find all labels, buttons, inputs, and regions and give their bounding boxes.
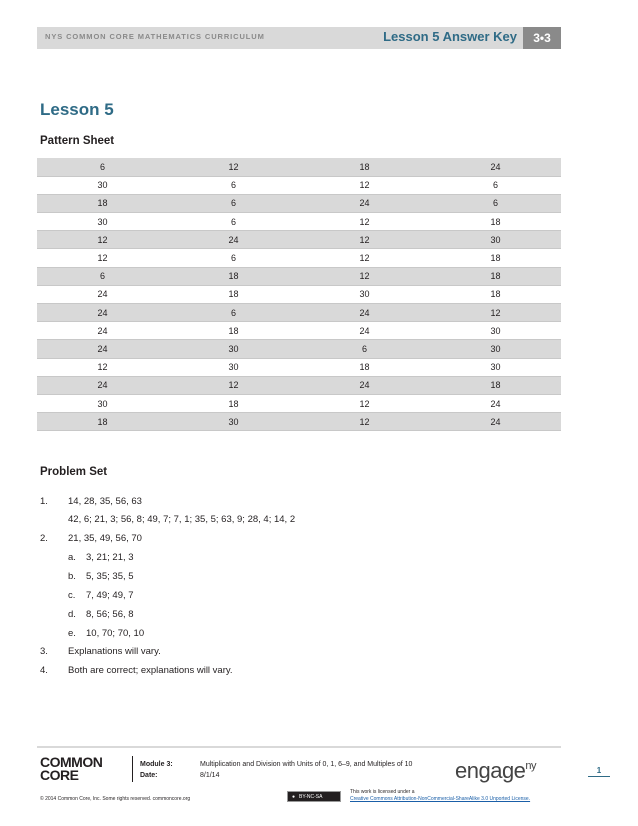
logo-line: COMMON: [40, 754, 103, 770]
table-cell: 12: [299, 176, 430, 194]
table-row: [37, 394, 561, 412]
table-cell: 12: [37, 358, 168, 376]
footer-labels: [140, 759, 173, 781]
table-cell: 24: [430, 158, 561, 176]
grade-badge: 3•3: [523, 27, 561, 49]
table-cell: 12: [299, 249, 430, 267]
sub-letter: e.: [68, 628, 76, 639]
table-cell: 6: [37, 267, 168, 285]
sub-answer: 8, 56; 56, 8: [86, 609, 134, 620]
module-value: Multiplication and Division with Units of 0, 1, 6–9, and Multiples of 10: [200, 761, 413, 768]
table-cell: 30: [299, 285, 430, 303]
table-cell: 18: [168, 267, 299, 285]
cc-license-badge[interactable]: [287, 791, 341, 802]
footer-divider-line: [37, 746, 561, 748]
table-cell: 6: [430, 194, 561, 212]
table-cell: 24: [299, 304, 430, 322]
cc-badge-text: BY-NC-SA: [299, 793, 323, 800]
table-cell: 12: [299, 413, 430, 431]
table-cell: 6: [37, 158, 168, 176]
sub-answer: 7, 49; 49, 7: [86, 590, 134, 601]
problem-answer: 14, 28, 35, 56, 63: [68, 496, 142, 507]
table-cell: 12: [299, 231, 430, 249]
table-cell: 30: [168, 413, 299, 431]
table-cell: 30: [430, 231, 561, 249]
table-cell: 24: [37, 285, 168, 303]
table-cell: 24: [37, 304, 168, 322]
page-number: 1: [588, 766, 610, 777]
footer-vertical-divider: [132, 756, 133, 782]
footer-values: [200, 759, 412, 781]
table-cell: 12: [168, 376, 299, 394]
sub-answer: 5, 35; 35, 5: [86, 571, 134, 582]
table-cell: 24: [37, 322, 168, 340]
table-cell: 18: [430, 376, 561, 394]
logo-line: CORE: [40, 767, 79, 783]
table-row: [37, 194, 561, 212]
lesson-title: Lesson 5: [40, 100, 114, 119]
table-cell: 18: [168, 394, 299, 412]
table-cell: 12: [37, 249, 168, 267]
table-cell: 30: [37, 213, 168, 231]
table-cell: 18: [430, 249, 561, 267]
problem-set-title: Problem Set: [40, 466, 108, 478]
common-core-logo: [40, 756, 120, 782]
table-cell: 6: [168, 213, 299, 231]
table-cell: 30: [430, 340, 561, 358]
pattern-sheet-title: Pattern Sheet: [40, 135, 115, 147]
table-row: [37, 267, 561, 285]
sub-answer: 3, 21; 21, 3: [86, 552, 134, 563]
curriculum-label: NYS COMMON CORE MATHEMATICS CURRICULUM: [45, 32, 265, 41]
table-cell: 18: [168, 285, 299, 303]
table-cell: 18: [299, 358, 430, 376]
date-label: Date:: [140, 772, 158, 779]
table-cell: 18: [430, 285, 561, 303]
problem-number: 4.: [40, 665, 48, 676]
table-cell: 6: [168, 249, 299, 267]
sub-letter: a.: [68, 552, 76, 563]
table-row: [37, 304, 561, 322]
engage-text: engage: [455, 758, 526, 783]
cc-icon: ●: [291, 793, 296, 800]
answer-key-title: Lesson 5 Answer Key: [383, 29, 517, 44]
table-cell: 18: [37, 413, 168, 431]
table-cell: 30: [168, 358, 299, 376]
table-row: [37, 322, 561, 340]
module-label: Module 3:: [140, 761, 173, 768]
sub-letter: b.: [68, 571, 76, 582]
table-cell: 24: [37, 376, 168, 394]
table-cell: 12: [299, 394, 430, 412]
table-cell: 6: [430, 176, 561, 194]
license-link[interactable]: Creative Commons Attribution-NonCommercial-ShareAlike 3.0 Unported License.: [350, 796, 531, 802]
table-cell: 24: [430, 413, 561, 431]
table-cell: 24: [168, 231, 299, 249]
table-cell: 12: [299, 213, 430, 231]
problem-number: 2.: [40, 533, 48, 544]
table-cell: 6: [168, 194, 299, 212]
table-cell: 6: [168, 176, 299, 194]
sub-letter: d.: [68, 609, 76, 620]
date-value: 8/1/14: [200, 772, 220, 779]
sub-letter: c.: [68, 590, 76, 601]
table-row: [37, 340, 561, 358]
table-row: [37, 249, 561, 267]
table-cell: 30: [37, 394, 168, 412]
pattern-table: [37, 158, 561, 431]
table-row: [37, 176, 561, 194]
table-row: [37, 285, 561, 303]
table-row: [37, 213, 561, 231]
table-row: [37, 358, 561, 376]
table-row: [37, 413, 561, 431]
license-text: This work is licensed under a: [350, 789, 415, 795]
sub-answer: 10, 70; 70, 10: [86, 628, 145, 639]
table-cell: 30: [168, 340, 299, 358]
table-cell: 24: [430, 394, 561, 412]
table-cell: 6: [168, 304, 299, 322]
table-cell: 18: [37, 194, 168, 212]
problem-number: 1.: [40, 496, 48, 507]
table-cell: 18: [168, 322, 299, 340]
table-cell: 12: [430, 304, 561, 322]
problem-number: 3.: [40, 646, 48, 657]
table-cell: 24: [299, 322, 430, 340]
table-cell: 24: [37, 340, 168, 358]
problem-answer: Explanations will vary.: [68, 646, 161, 657]
table-cell: 12: [299, 267, 430, 285]
table-row: [37, 231, 561, 249]
table-cell: 6: [299, 340, 430, 358]
engageny-logo: [455, 758, 536, 784]
table-cell: 30: [37, 176, 168, 194]
table-row: [37, 158, 561, 176]
table-cell: 24: [299, 194, 430, 212]
table-cell: 12: [168, 158, 299, 176]
table-cell: 30: [430, 322, 561, 340]
table-cell: 18: [299, 158, 430, 176]
table-cell: 24: [299, 376, 430, 394]
table-cell: 18: [430, 213, 561, 231]
copyright: © 2014 Common Core, Inc. Some rights reserved. commoncore.org: [40, 796, 191, 802]
problem-answer: Both are correct; explanations will vary.: [68, 665, 233, 676]
table-cell: 30: [430, 358, 561, 376]
problem-answer: 42, 6; 21, 3; 56, 8; 49, 7; 7, 1; 35, 5; 63, 9; 28, 4; 14, 2: [68, 514, 296, 525]
table-cell: 12: [37, 231, 168, 249]
problem-answer: 21, 35, 49, 56, 70: [68, 533, 142, 544]
table-cell: 18: [430, 267, 561, 285]
table-row: [37, 376, 561, 394]
header-bar: [37, 27, 561, 49]
engage-sup: ny: [525, 760, 537, 772]
